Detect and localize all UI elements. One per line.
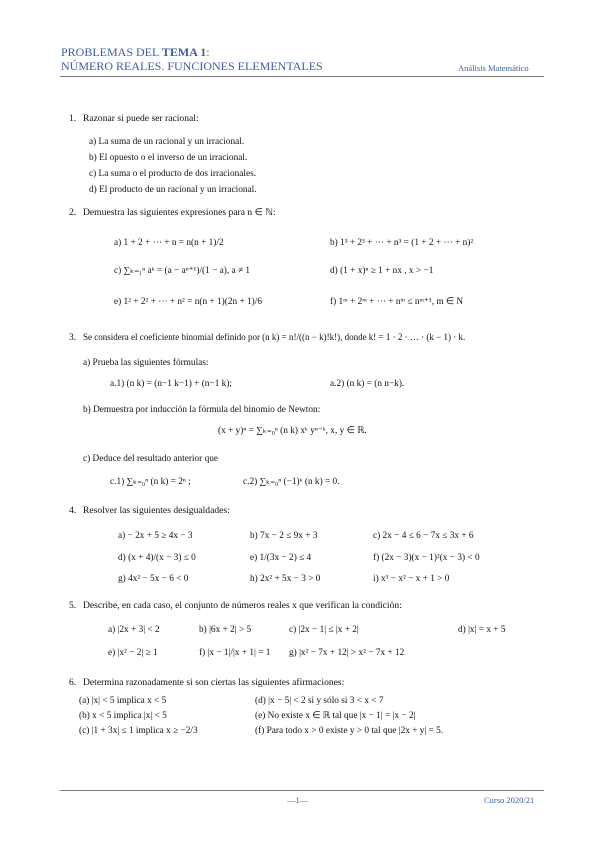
problem-2-item: d) (1 + x)ⁿ ≥ 1 + nx , x > −1 bbox=[330, 266, 434, 276]
problem-6-item: (a) |x| < 5 implica x < 5 bbox=[79, 696, 167, 706]
problem-1-item: b) El opuesto o el inverso de un irracional. bbox=[89, 153, 248, 163]
problem-2-item: b) 1³ + 2³ + ⋯ + n³ = (1 + 2 + ⋯ + n)² bbox=[330, 238, 474, 248]
problem-4-item: f) (2x − 3)(x − 1)²(x − 3) < 0 bbox=[373, 553, 480, 563]
header-title-bold: TEMA 1 bbox=[161, 45, 207, 59]
problem-2-statement: Demuestra las siguientes expresiones para n ∈ ℕ: bbox=[83, 207, 276, 218]
header-rule bbox=[60, 76, 544, 77]
problem-6-item: (c) |1 + 3x| ≤ 1 implica x ≥ −2/3 bbox=[79, 726, 198, 736]
header-title bbox=[61, 45, 210, 60]
problem-5-item: e) |x² − 2| ≥ 1 bbox=[108, 648, 158, 658]
page-number: —1— bbox=[287, 795, 309, 805]
problem-3b-title: b) Demuestra por inducción la fórmula del binomio de Newton: bbox=[83, 405, 321, 415]
problem-3a1: a.1) (n k) = (n−1 k−1) + (n−1 k); bbox=[110, 379, 232, 389]
problem-3c-title: c) Deduce del resultado anterior que bbox=[83, 454, 219, 464]
problem-4-number: 4. bbox=[69, 505, 77, 516]
problem-6-item: (f) Para todo x > 0 existe y > 0 tal que |2x + y| = 5. bbox=[255, 726, 444, 736]
problem-5-statement: Describe, en cada caso, el conjunto de números reales x que verifican la condición: bbox=[83, 600, 402, 611]
problem-2-item: e) 1² + 2² + ⋯ + n² = n(n + 1)(2n + 1)/6 bbox=[114, 297, 263, 307]
course-year: Curso 2020/21 bbox=[484, 795, 535, 805]
problem-1-number: 1. bbox=[69, 113, 77, 124]
problem-3c2: c.2) ∑ₖ₌₀ⁿ (−1)ᵏ (n k) = 0. bbox=[243, 477, 340, 487]
problem-4-item: c) 2x − 4 ≤ 6 − 7x ≤ 3x + 6 bbox=[373, 531, 474, 541]
problem-3a-title: a) Prueba las siguientes fórmulas: bbox=[83, 358, 209, 368]
problem-4-statement: Resolver las siguientes desigualdades: bbox=[83, 505, 230, 516]
problem-1-item: c) La suma o el producto de dos irracionales. bbox=[89, 169, 257, 179]
problem-6-statement: Determina razonadamente si son ciertas las siguientes afirmaciones: bbox=[83, 677, 345, 688]
header-title-prefix: PROBLEMAS DEL bbox=[61, 45, 162, 59]
problem-3c1: c.1) ∑ₖ₌₀ⁿ (n k) = 2ⁿ ; bbox=[110, 477, 191, 487]
problem-6-item: (e) No existe x ∈ ℝ tal que |x − 1| = |x − 2| bbox=[255, 711, 416, 721]
problem-6-item: (b) x < 5 implica |x| < 5 bbox=[79, 711, 167, 721]
header-subtitle: NÚMERO REALES. FUNCIONES ELEMENTALES bbox=[61, 59, 323, 73]
problem-5-item: f) |x − 1|/|x + 1| = 1 bbox=[199, 648, 271, 658]
problem-1-statement: Razonar si puede ser racional: bbox=[83, 113, 199, 124]
problem-4-item: h) 2x² + 5x − 3 > 0 bbox=[250, 574, 321, 584]
problem-2-item: c) ∑ₖ₌₁ⁿ aᵏ = (a − aⁿ⁺¹)/(1 − a), a ≠ 1 bbox=[114, 266, 251, 276]
problem-4-item: a) − 2x + 5 ≥ 4x − 3 bbox=[118, 531, 193, 541]
problem-3a2: a.2) (n k) = (n n−k). bbox=[330, 379, 405, 389]
problem-4-item: i) x³ − x² − x + 1 > 0 bbox=[373, 574, 450, 584]
problem-5-item: a) |2x + 3| < 2 bbox=[108, 625, 160, 635]
problem-5-item: c) |2x − 1| ≤ |x + 2| bbox=[289, 625, 359, 635]
problem-5-item: b) |6x + 2| > 5 bbox=[199, 625, 252, 635]
problem-4-item: b) 7x − 2 ≤ 9x + 3 bbox=[250, 531, 318, 541]
problem-1-item: a) La suma de un racional y un irracional. bbox=[89, 137, 245, 147]
problem-3-statement: Se considera el coeficiente binomial definido por (n k) = n!/((n − k)!k!), donde k! = 1 · 2 · … · (k − 1) · k. bbox=[83, 332, 466, 342]
problem-4-item: g) 4x² − 5x − 6 < 0 bbox=[118, 574, 189, 584]
problem-5-item: d) |x| = x + 5 bbox=[458, 625, 506, 635]
problem-4-item: e) 1/(3x − 2) ≤ 4 bbox=[250, 553, 312, 563]
header-title-suffix: : bbox=[206, 45, 210, 59]
header-course-name: Análisis Matemático bbox=[458, 63, 529, 73]
problem-6-item: (d) |x − 5| < 2 si y sólo si 3 < x < 7 bbox=[255, 696, 384, 706]
problem-3b-formula: (x + y)ⁿ = ∑ₖ₌₀ⁿ (n k) xᵏ yⁿ⁻ᵏ, x, y ∈ ℝ. bbox=[218, 426, 367, 436]
problem-1-item: d) El producto de un racional y un irracional. bbox=[89, 185, 257, 195]
problem-5-item: g) |x² − 7x + 12| > x² − 7x + 12 bbox=[289, 648, 405, 658]
problem-2-number: 2. bbox=[69, 207, 77, 218]
problem-4-item: d) (x + 4)/(x − 3) ≤ 0 bbox=[118, 553, 196, 563]
problem-6-number: 6. bbox=[69, 677, 77, 688]
problem-3-number: 3. bbox=[69, 332, 77, 343]
problem-2-item: f) 1ᵐ + 2ᵐ + ⋯ + nᵐ ≤ nᵐ⁺¹, m ∈ N bbox=[330, 297, 464, 307]
problem-2-item: a) 1 + 2 + ⋯ + n = n(n + 1)/2 bbox=[114, 238, 224, 248]
problem-5-number: 5. bbox=[69, 600, 77, 611]
footer-rule bbox=[60, 790, 544, 791]
